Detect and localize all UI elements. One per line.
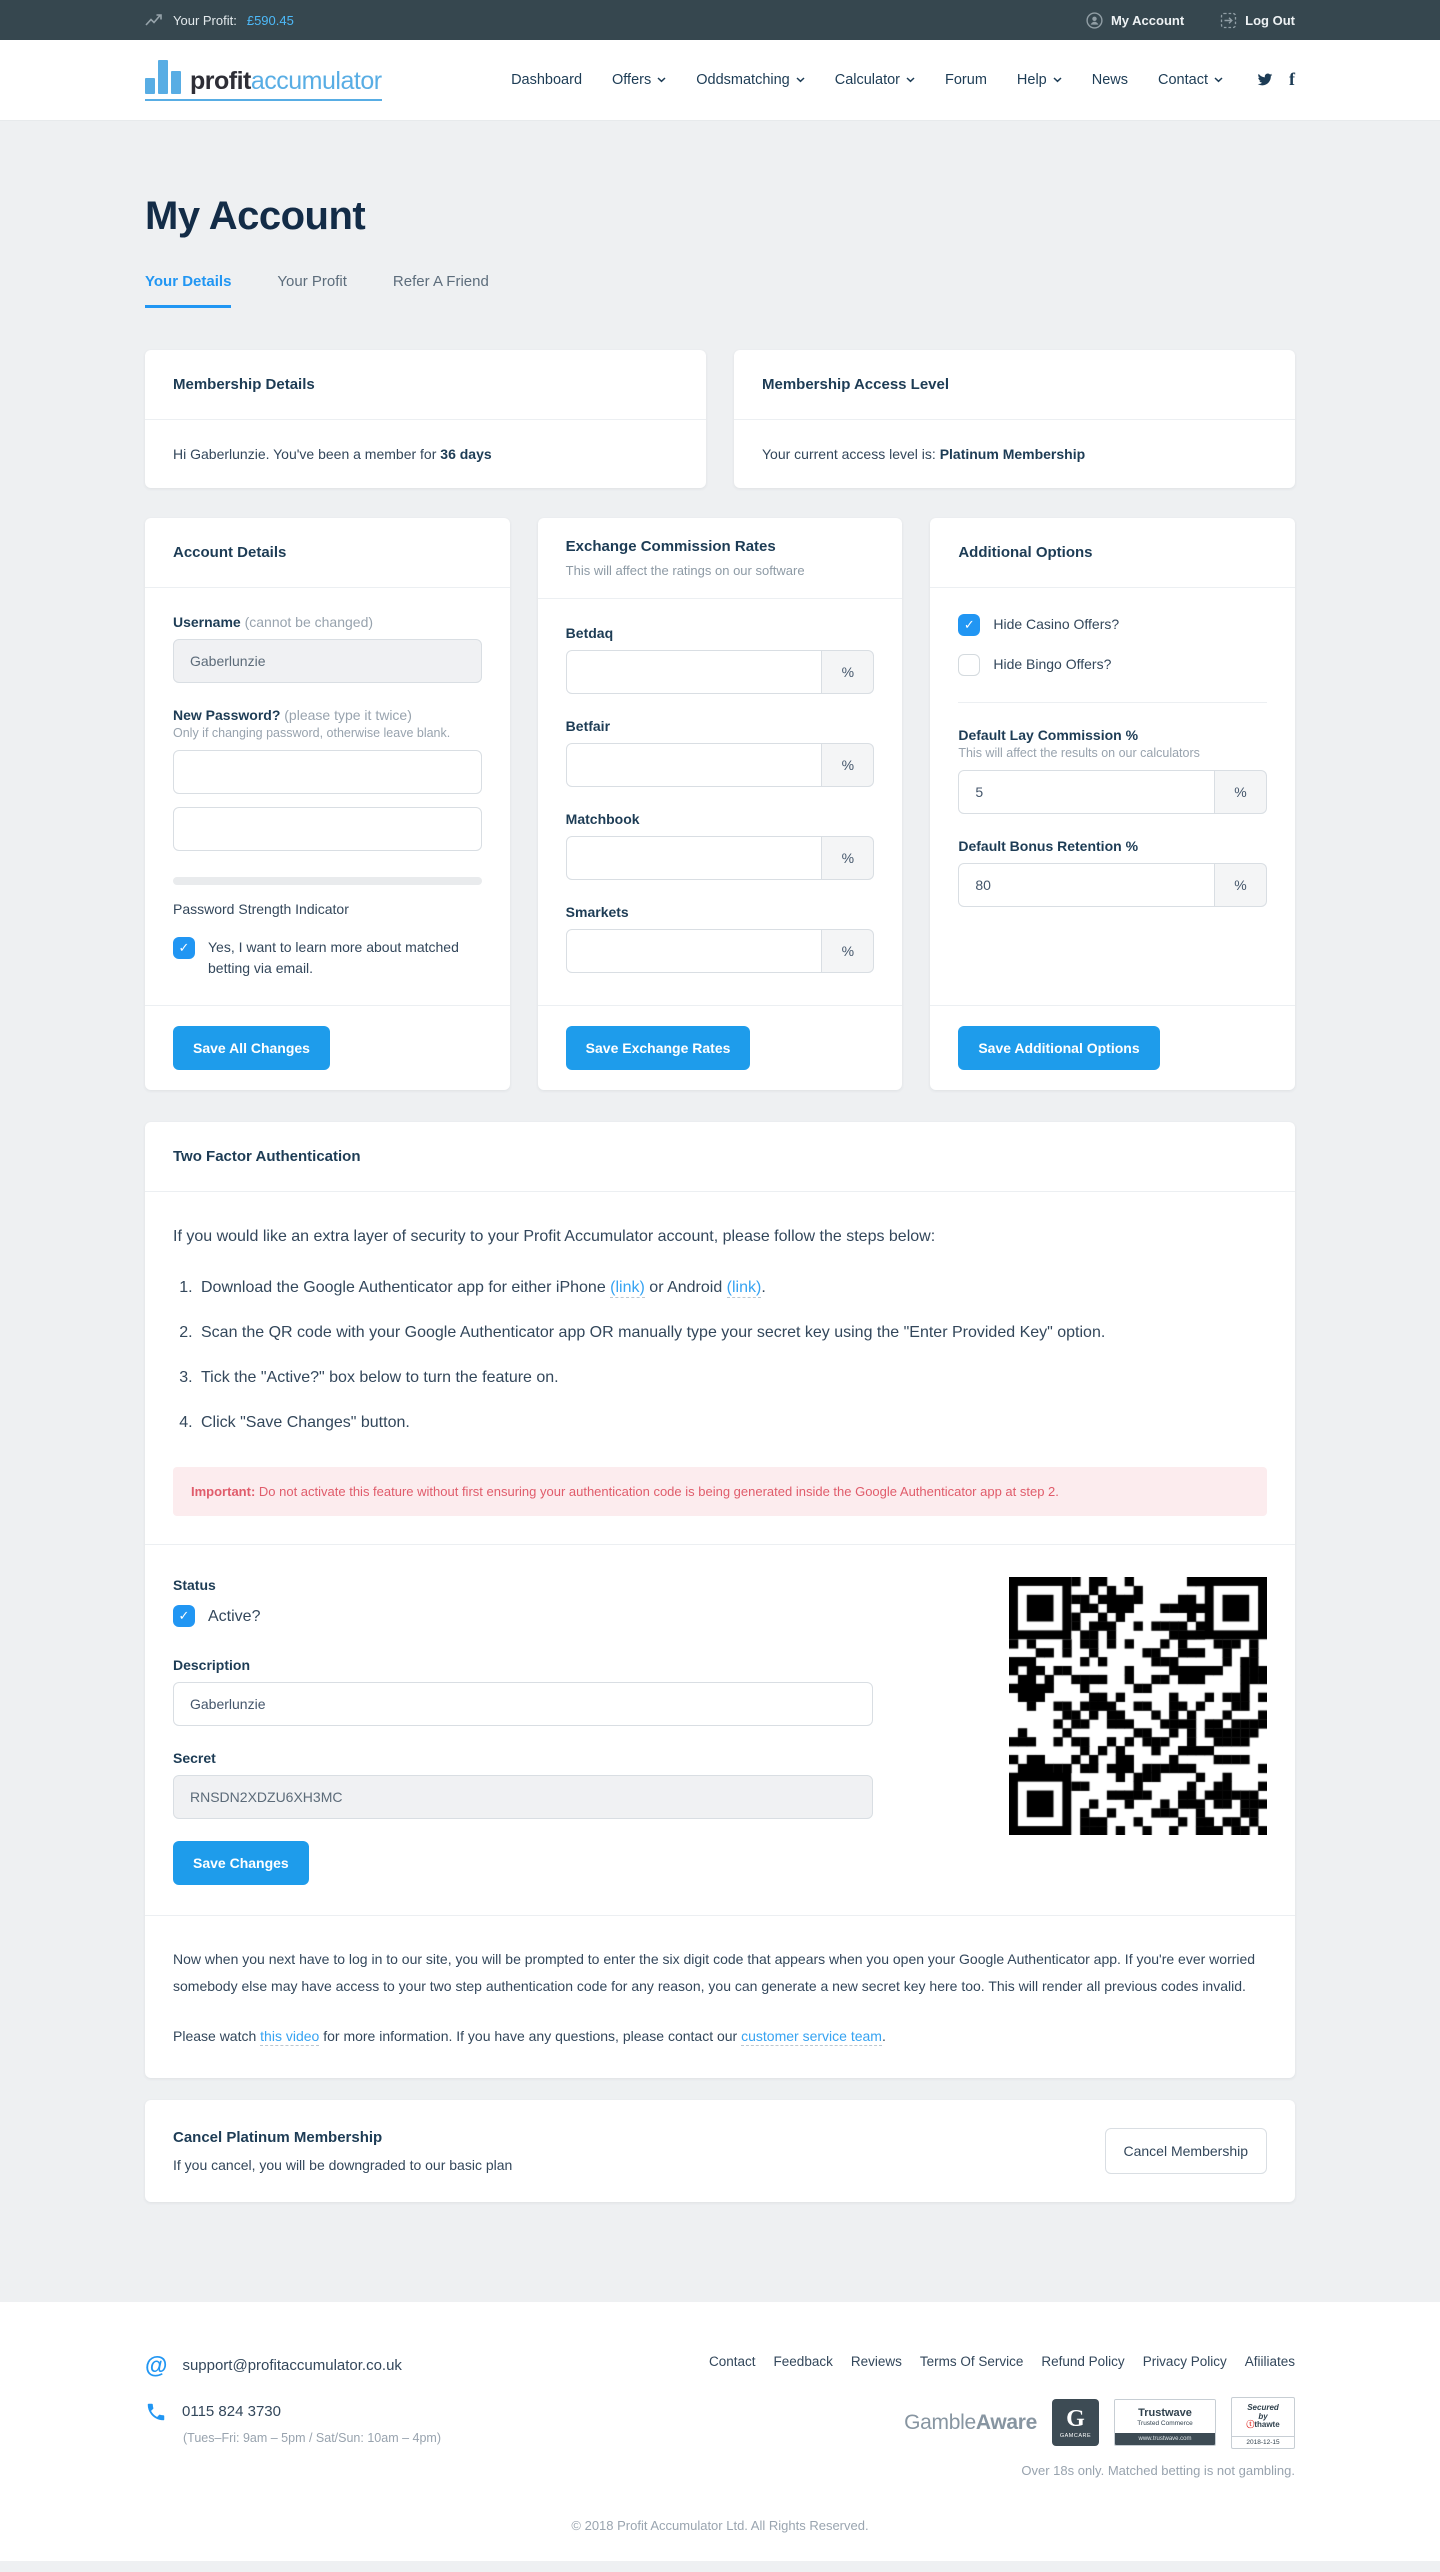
matchbook-label: Matchbook [565, 811, 640, 827]
lay-commission-label: Default Lay Commission % [958, 727, 1139, 743]
hide-casino-checkbox-row[interactable] [958, 614, 1267, 636]
additional-options-card [930, 518, 1295, 1090]
new-password-field[interactable] [173, 750, 482, 794]
log-out-label: Log Out [1245, 12, 1295, 28]
main-navbar [0, 40, 1440, 120]
access-level-value: Platinum Membership [939, 446, 1086, 462]
user-icon [1086, 12, 1103, 29]
footer-link-terms[interactable]: Terms Of Service [919, 2353, 1024, 2369]
account-tabs [145, 273, 1295, 308]
active-label: Active? [208, 1608, 261, 1626]
cancel-title: Cancel Platinum Membership [173, 2128, 383, 2146]
profit-value: £590.45 [246, 12, 294, 28]
twitter-icon[interactable] [1257, 73, 1273, 87]
percent-addon: % [822, 650, 874, 694]
opening-hours: (Tues–Fri: 9am – 5pm / Sat/Sun: 10am – 4pm) [183, 2430, 441, 2445]
percent-addon: % [1215, 770, 1267, 814]
card-title: Additional Options [958, 544, 1093, 561]
membership-access-body: Your current access level is: Platinum Membership [762, 446, 1086, 462]
trend-icon [145, 13, 163, 27]
betdaq-input[interactable] [566, 650, 823, 694]
divider [958, 702, 1267, 703]
footer-link-reviews[interactable]: Reviews [850, 2353, 902, 2369]
betfair-label: Betfair [565, 718, 611, 734]
percent-addon: % [1215, 863, 1267, 907]
card-title: Membership Access Level [762, 376, 950, 393]
logout-icon [1220, 12, 1237, 29]
nav-item-offers[interactable]: Offers [612, 72, 666, 88]
nav-item-contact[interactable]: Contact [1158, 72, 1223, 88]
tab-your-profit[interactable]: Your Profit [277, 273, 347, 290]
site-footer [0, 2302, 1440, 2561]
copyright: © 2018 Profit Accumulator Ltd. All Rights Reserved. [571, 2517, 869, 2533]
status-label: Status [173, 1577, 216, 1594]
betdaq-label: Betdaq [565, 625, 614, 641]
log-out-link[interactable] [1220, 12, 1295, 29]
password-strength-bar [173, 877, 482, 885]
two-factor-step-4: 4. Click "Save Changes" button. [197, 1411, 1267, 1435]
phone-number-link[interactable]: 0115 824 3730 [182, 2403, 281, 2421]
age-disclaimer: Over 18s only. Matched betting is not gambling. [1021, 2462, 1295, 2478]
chevron-down-icon [796, 77, 805, 83]
cancel-membership-card [145, 2100, 1295, 2202]
footer-link-privacy[interactable]: Privacy Policy [1142, 2353, 1227, 2369]
nav-item-oddsmatching[interactable]: Oddsmatching [696, 72, 805, 88]
card-title: Account Details [173, 544, 287, 561]
nav-item-dashboard[interactable]: Dashboard [511, 72, 583, 88]
email-icon: @ [145, 2351, 168, 2378]
phone-icon [145, 2401, 167, 2423]
save-all-changes-button[interactable]: Save All Changes [173, 1026, 330, 1070]
nav-item-forum[interactable]: Forum [945, 72, 987, 88]
bonus-retention-label: Default Bonus Retention % [958, 838, 1139, 854]
top-utility-bar [0, 0, 1440, 40]
exchange-rates-card [538, 518, 903, 1090]
matchbook-input[interactable] [566, 836, 823, 880]
two-factor-intro: If you would like an extra layer of security to your Profit Accumulator account, please follow the steps below: [173, 1228, 936, 1245]
cancel-text: If you cancel, you will be downgraded to our basic plan [173, 2156, 513, 2173]
chevron-down-icon [906, 77, 915, 83]
my-account-link[interactable] [1086, 12, 1184, 29]
hide-bingo-label: Hide Bingo Offers? [993, 656, 1112, 672]
nav-item-news[interactable]: News [1091, 72, 1129, 88]
chevron-down-icon [1053, 77, 1062, 83]
secret-label: Secret [173, 1750, 216, 1767]
two-factor-step-1: 1. Download the Google Authenticator app for either iPhone (link) or Android (link). [197, 1276, 1267, 1300]
this-video-link[interactable]: this video [260, 2027, 320, 2044]
logo-bars-icon [145, 60, 181, 94]
two-factor-step-2: 2. Scan the QR code with your Google Authenticator app OR manually type your secret key using the "Enter Provided Key" option. [197, 1321, 1267, 1345]
footer-link-contact[interactable]: Contact [709, 2353, 756, 2369]
support-email-link[interactable]: support@profitaccumulator.co.uk [182, 2356, 402, 2374]
percent-addon: % [822, 929, 874, 973]
customer-service-link[interactable]: customer service team [741, 2027, 882, 2044]
two-factor-instructions [145, 1192, 1295, 1545]
percent-addon: % [822, 836, 874, 880]
logo-text: profitaccumulator [190, 66, 382, 95]
newsletter-label: Yes, I want to learn more about matched betting via email. [208, 939, 459, 976]
qr-code [1009, 1577, 1267, 1840]
card-subtitle: This will affect the ratings on our software [565, 563, 805, 578]
two-factor-card [145, 1122, 1295, 2078]
profit-label: Your Profit: [173, 12, 237, 28]
chevron-down-icon [657, 77, 666, 83]
profit-summary [145, 13, 294, 28]
membership-details-body: Hi Gaberlunzie. You've been a member for 36 days [173, 446, 492, 462]
secret-field [173, 1775, 873, 1819]
trustwave-badge: Trustwave Trusted Commerce www.trustwave.com [1114, 2399, 1216, 2446]
footer-link-affiliates[interactable]: Afiiliates [1244, 2353, 1295, 2369]
facebook-icon[interactable]: f [1289, 69, 1295, 89]
footer-link-refund[interactable]: Refund Policy [1041, 2353, 1125, 2369]
username-field [173, 639, 482, 683]
member-days: 36 days [440, 446, 492, 462]
membership-details-card [145, 350, 706, 488]
nav-menu [511, 70, 1295, 90]
card-title: Membership Details [173, 376, 315, 393]
tab-your-details[interactable]: Your Details [145, 273, 231, 308]
lay-commission-input[interactable] [958, 770, 1215, 814]
cancel-membership-button[interactable]: Cancel Membership [1105, 2128, 1268, 2174]
tab-refer-a-friend[interactable]: Refer A Friend [392, 273, 489, 290]
description-field[interactable] [173, 1682, 873, 1726]
hide-bingo-checkbox-row[interactable] [958, 654, 1267, 676]
account-details-card [145, 518, 510, 1090]
save-changes-button[interactable]: Save Changes [173, 1841, 309, 1885]
two-factor-step-3: 3. Tick the "Active?" box below to turn the feature on. [197, 1366, 1267, 1390]
smarkets-input[interactable] [566, 929, 823, 973]
gambleaware-logo: GambleAware [904, 2410, 1037, 2434]
android-app-link[interactable]: (link) [726, 1278, 762, 1296]
membership-access-card [734, 350, 1295, 488]
hide-casino-label: Hide Casino Offers? [993, 616, 1120, 632]
footer-links [709, 2354, 1295, 2369]
active-checkbox-row[interactable] [173, 1605, 873, 1629]
nav-item-help[interactable]: Help [1017, 72, 1062, 88]
new-password-label: New Password? (please type it twice) [173, 707, 412, 723]
footer-link-feedback[interactable]: Feedback [773, 2353, 833, 2369]
gamcare-badge: G GAMCARE [1052, 2399, 1099, 2446]
confirm-password-field[interactable] [173, 807, 482, 851]
percent-addon: % [822, 743, 874, 787]
bonus-retention-input[interactable] [958, 863, 1215, 907]
smarkets-label: Smarkets [565, 904, 629, 920]
iphone-app-link[interactable]: (link) [610, 1278, 645, 1296]
site-logo[interactable] [145, 60, 382, 101]
newsletter-checkbox-row[interactable] [173, 937, 482, 979]
username-label: Username (cannot be changed) [173, 614, 374, 630]
active-checkbox[interactable]: ✓ [173, 1605, 195, 1627]
footer-contact-block [145, 2351, 441, 2445]
page-title: My Account [145, 194, 366, 238]
save-exchange-rates-button[interactable]: Save Exchange Rates [566, 1026, 751, 1070]
save-additional-options-button[interactable]: Save Additional Options [958, 1026, 1159, 1070]
newsletter-checkbox[interactable]: ✓ [173, 937, 195, 959]
card-title: Exchange Commission Rates [565, 538, 776, 555]
description-label: Description [173, 1657, 251, 1674]
betfair-input[interactable] [566, 743, 823, 787]
two-factor-outro: Now when you next have to log in to our site, you will be prompted to enter the six digit code that appears when you open your Google Authenticator app. If you're ever worried somebody else may have access to your two step authentication code for any reason, you can generate a new secret key here too. This will render all previous codes invalid. Please watch this video for more information. If you have any questions, please contact our customer service team. [173, 1951, 1256, 2044]
hide-casino-checkbox[interactable]: ✓ [958, 614, 980, 636]
my-account-label: My Account [1110, 12, 1185, 28]
hide-bingo-checkbox[interactable] [958, 654, 980, 676]
nav-item-calculator[interactable]: Calculator [835, 72, 915, 88]
important-alert: Important: Do not activate this feature without first ensuring your authentication code is being generated inside the Google Authenticator app at step 2. [173, 1467, 1267, 1517]
card-title: Two Factor Authentication [173, 1148, 361, 1165]
chevron-down-icon [1214, 77, 1223, 83]
thawte-badge: Secured by ⓣthawte 2018-12-15 [1231, 2397, 1295, 2449]
password-help-text: Only if changing password, otherwise leave blank. [173, 726, 451, 740]
password-strength-label: Password Strength Indicator [173, 901, 349, 917]
lay-commission-help: This will affect the results on our calculators [958, 746, 1200, 760]
